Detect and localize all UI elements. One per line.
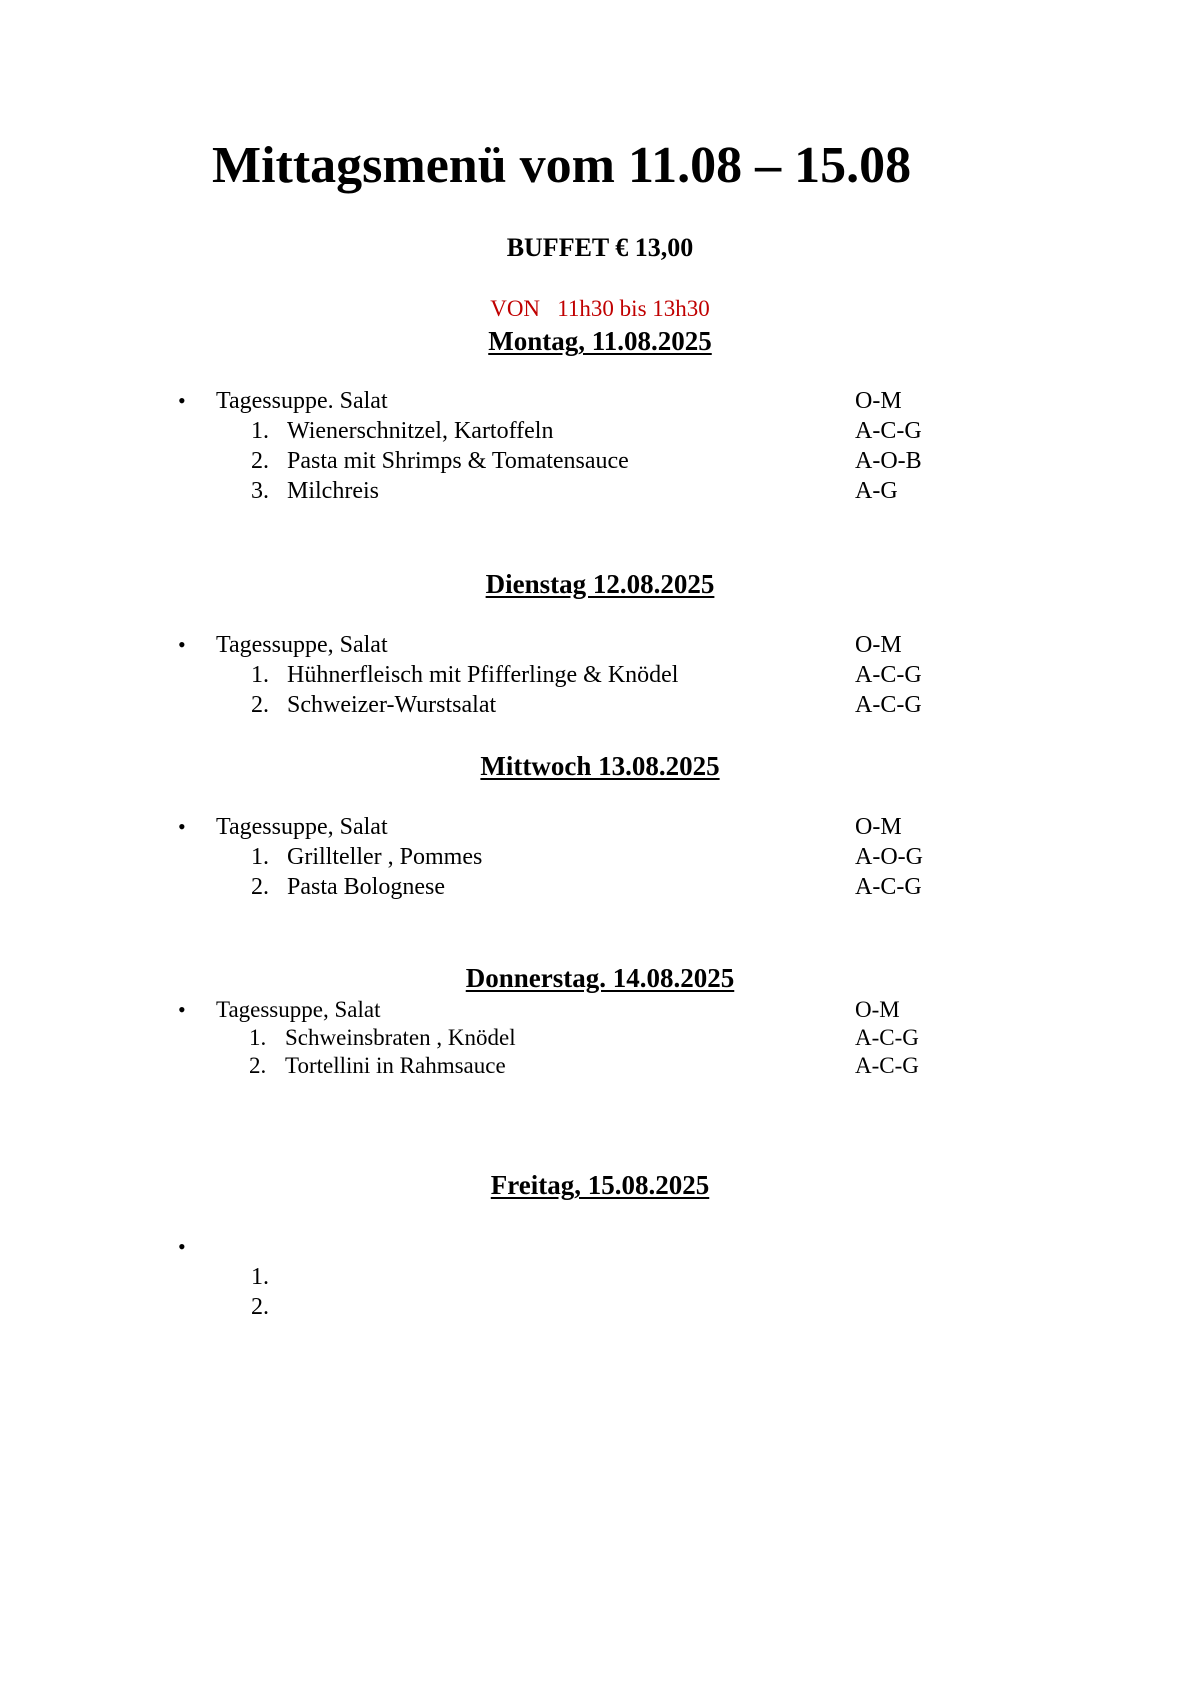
allergen-codes: A-C-G	[855, 1053, 919, 1078]
allergen-codes: A-O-G	[855, 844, 923, 870]
menu-item-row	[0, 690, 1190, 720]
item-name: Pasta Bolognese	[287, 874, 445, 900]
page-title: Mittagsmenü vom 11.08 – 15.08	[212, 137, 912, 194]
menu-item-row	[0, 872, 1190, 902]
item-number: 1.	[251, 1264, 269, 1290]
item-number: 2.	[251, 1294, 269, 1320]
item-name: Grillteller , Pommes	[287, 844, 483, 870]
soup-salad-row	[0, 386, 1190, 416]
allergen-codes: O-M	[855, 632, 902, 658]
item-number: 1.	[249, 1025, 267, 1050]
item-name: Schweinsbraten , Knödel	[285, 1025, 516, 1050]
menu-item-row	[0, 416, 1190, 446]
item-number: 1.	[251, 418, 269, 444]
day-heading-mittwoch: Mittwoch 13.08.2025	[480, 751, 720, 781]
bullet-icon: •	[178, 388, 186, 413]
menu-item-row	[0, 1262, 1190, 1292]
soup-salad-row	[0, 812, 1190, 842]
item-number: 2.	[249, 1053, 267, 1078]
item-name: Hühnerfleisch mit Pfifferlinge & Knödel	[287, 662, 679, 688]
soup-salad-row	[0, 630, 1190, 660]
item-number: 1.	[251, 662, 269, 688]
soup-salad-label: Tagessuppe, Salat	[216, 814, 388, 840]
day-heading-dienstag: Dienstag 12.08.2025	[485, 569, 715, 599]
bullet-icon: •	[178, 632, 186, 657]
bullet-icon: •	[178, 1234, 186, 1259]
bullet-icon: •	[178, 814, 186, 839]
item-number: 2.	[251, 448, 269, 474]
item-number: 1.	[251, 844, 269, 870]
menu-item-row	[0, 842, 1190, 872]
opening-hours: VON 11h30 bis 13h30	[490, 296, 710, 321]
day-heading-montag: Montag, 11.08.2025	[488, 326, 712, 356]
allergen-codes: A-C-G	[855, 662, 922, 688]
menu-item-row	[0, 1292, 1190, 1322]
allergen-codes: A-C-G	[855, 874, 922, 900]
item-name: Pasta mit Shrimps & Tomatensauce	[287, 448, 629, 474]
allergen-codes: O-M	[855, 997, 900, 1022]
allergen-codes: A-O-B	[855, 448, 922, 474]
item-name: Schweizer-Wurstsalat	[287, 692, 497, 718]
item-name: Wienerschnitzel, Kartoffeln	[287, 418, 554, 444]
day-heading-freitag: Freitag, 15.08.2025	[490, 1170, 710, 1200]
bullet-icon: •	[178, 997, 186, 1022]
buffet-price: BUFFET € 13,00	[506, 233, 694, 262]
item-number: 3.	[251, 478, 269, 504]
allergen-codes: A-C-G	[855, 1025, 919, 1050]
menu-item-row	[0, 1024, 1190, 1052]
allergen-codes: A-C-G	[855, 418, 922, 444]
soup-salad-label: Tagessuppe, Salat	[216, 632, 388, 658]
item-name: Tortellini in Rahmsauce	[285, 1053, 506, 1078]
day-heading-donnerstag: Donnerstag. 14.08.2025	[465, 963, 735, 993]
soup-salad-row	[0, 996, 1190, 1024]
menu-item-row	[0, 1052, 1190, 1080]
soup-salad-label: Tagessuppe, Salat	[216, 997, 381, 1022]
menu-item-row	[0, 476, 1190, 506]
menu-item-row	[0, 660, 1190, 690]
allergen-codes: O-M	[855, 388, 902, 414]
allergen-codes: A-C-G	[855, 692, 922, 718]
soup-salad-row	[0, 1232, 1190, 1262]
item-number: 2.	[251, 692, 269, 718]
menu-item-row	[0, 446, 1190, 476]
allergen-codes: A-G	[855, 478, 898, 504]
item-number: 2.	[251, 874, 269, 900]
allergen-codes: O-M	[855, 814, 902, 840]
item-name: Milchreis	[287, 478, 379, 504]
soup-salad-label: Tagessuppe. Salat	[216, 388, 388, 414]
